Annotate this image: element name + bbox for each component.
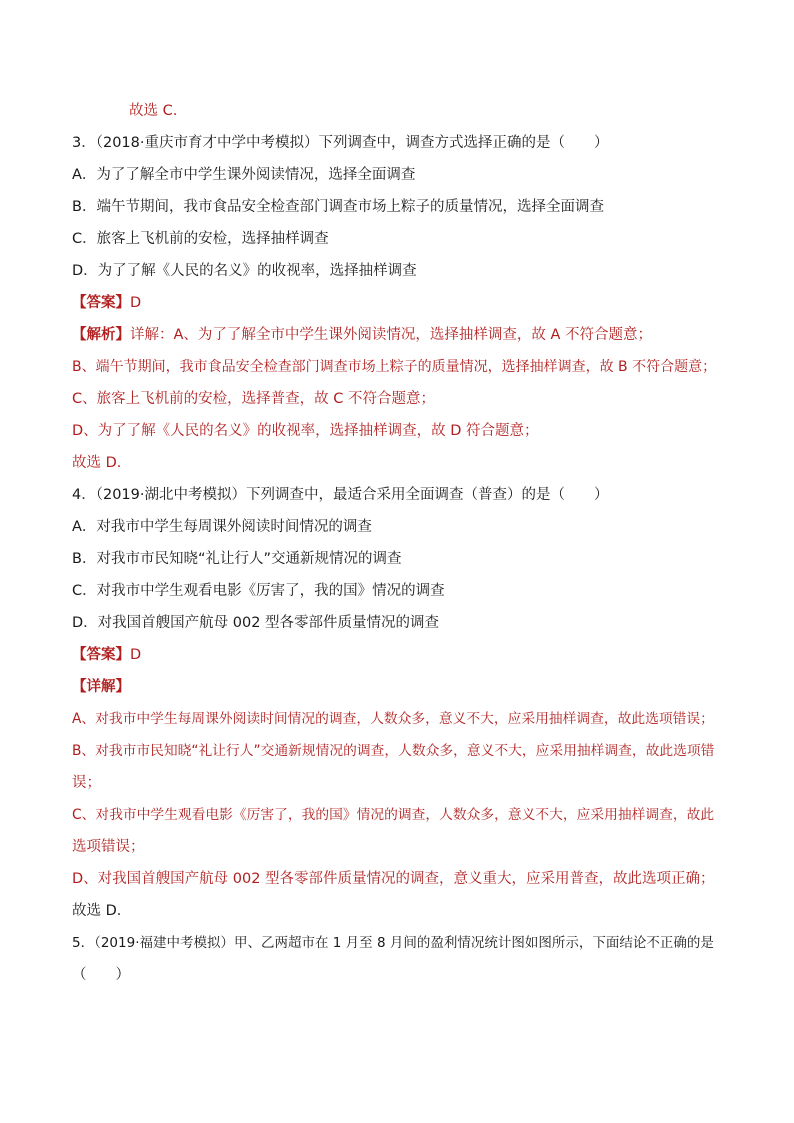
q3-analysis-tag: 【解析】 bbox=[72, 327, 130, 343]
q3-analysis-line: B、端午节期间，我市食品安全检查部门调查市场上粽子的质量情况，选择抽样调查，故 B 不符合题意； bbox=[72, 359, 717, 375]
q4-option-b: B．对我市市民知晓“礼让行人”交通新规情况的调查 bbox=[72, 551, 402, 567]
q4-answer bbox=[72, 645, 141, 665]
q4-detail-tag: 【详解】 bbox=[72, 679, 130, 695]
q4-stem: 4．（2019·湖北中考模拟）下列调查中，最适合采用全面调查（普查）的是（ ） bbox=[72, 487, 609, 503]
q4-detail-line: A、对我市中学生每周课外阅读时间情况的调查，人数众多，意义不大，应采用抽样调查，故此选项错误； bbox=[72, 711, 714, 727]
q4-option-d: D．对我国首艘国产航母 002 型各零部件质量情况的调查 bbox=[72, 615, 440, 631]
q5-stem-blank: （ ） bbox=[72, 967, 130, 983]
q3-answer-tag: 【答案】 bbox=[72, 295, 130, 311]
q4-detail-line: B、对我市市民知晓“礼让行人”交通新规情况的调查，人数众多，意义不大，应采用抽样调查，故此选项错 bbox=[72, 743, 715, 759]
q4-conclusion: 故选 D． bbox=[72, 903, 132, 919]
q3-answer-value: D bbox=[130, 295, 142, 311]
q3-analysis-line: D、为了了解《人民的名义》的收视率，选择抽样调查，故 D 符合题意； bbox=[72, 423, 539, 439]
prev-conclusion: 故选 C. bbox=[129, 103, 178, 119]
q4-detail-line: C、对我市中学生观看电影《厉害了，我的国》情况的调查，人数众多，意义不大，应采用抽样调查，故此 bbox=[72, 807, 715, 823]
q5-stem: 5．（2019·福建中考模拟）甲、乙两超市在 1 月至 8 月间的盈利情况统计图如图所示，下面结论不正确的是 bbox=[72, 935, 714, 951]
q3-analysis-text: 详解：A、为了了解全市中学生课外阅读情况，选择抽样调查，故 A 不符合题意； bbox=[130, 327, 653, 343]
q4-answer-tag: 【答案】 bbox=[72, 647, 130, 663]
q4-option-a: A．对我市中学生每周课外阅读时间情况的调查 bbox=[72, 519, 372, 535]
q3-answer bbox=[72, 293, 141, 313]
q3-analysis-line: C、旅客上飞机前的安检，选择普查，故 C 不符合题意； bbox=[72, 391, 435, 407]
q4-option-c: C．对我市中学生观看电影《厉害了，我的国》情况的调查 bbox=[72, 583, 445, 599]
q3-conclusion: 故选 D． bbox=[72, 455, 132, 471]
q3-option-a: A．为了了解全市中学生课外阅读情况，选择全面调查 bbox=[72, 167, 416, 183]
q4-answer-value: D bbox=[130, 647, 142, 663]
q3-option-c: C．旅客上飞机前的安检，选择抽样调查 bbox=[72, 231, 329, 247]
q3-option-d: D．为了了解《人民的名义》的收视率，选择抽样调查 bbox=[72, 263, 417, 279]
q3-analysis-first bbox=[72, 325, 652, 345]
q3-option-b: B．端午节期间，我市食品安全检查部门调查市场上粽子的质量情况，选择全面调查 bbox=[72, 199, 604, 215]
q4-detail-line: D、对我国首艘国产航母 002 型各零部件质量情况的调查，意义重大，应采用普查，故此选项正确； bbox=[72, 871, 715, 887]
q3-stem: 3．（2018·重庆市育才中学中考模拟）下列调查中，调查方式选择正确的是（ ） bbox=[72, 135, 609, 151]
q4-detail-line: 选项错误； bbox=[72, 839, 145, 855]
q4-detail-line: 误； bbox=[72, 775, 101, 791]
